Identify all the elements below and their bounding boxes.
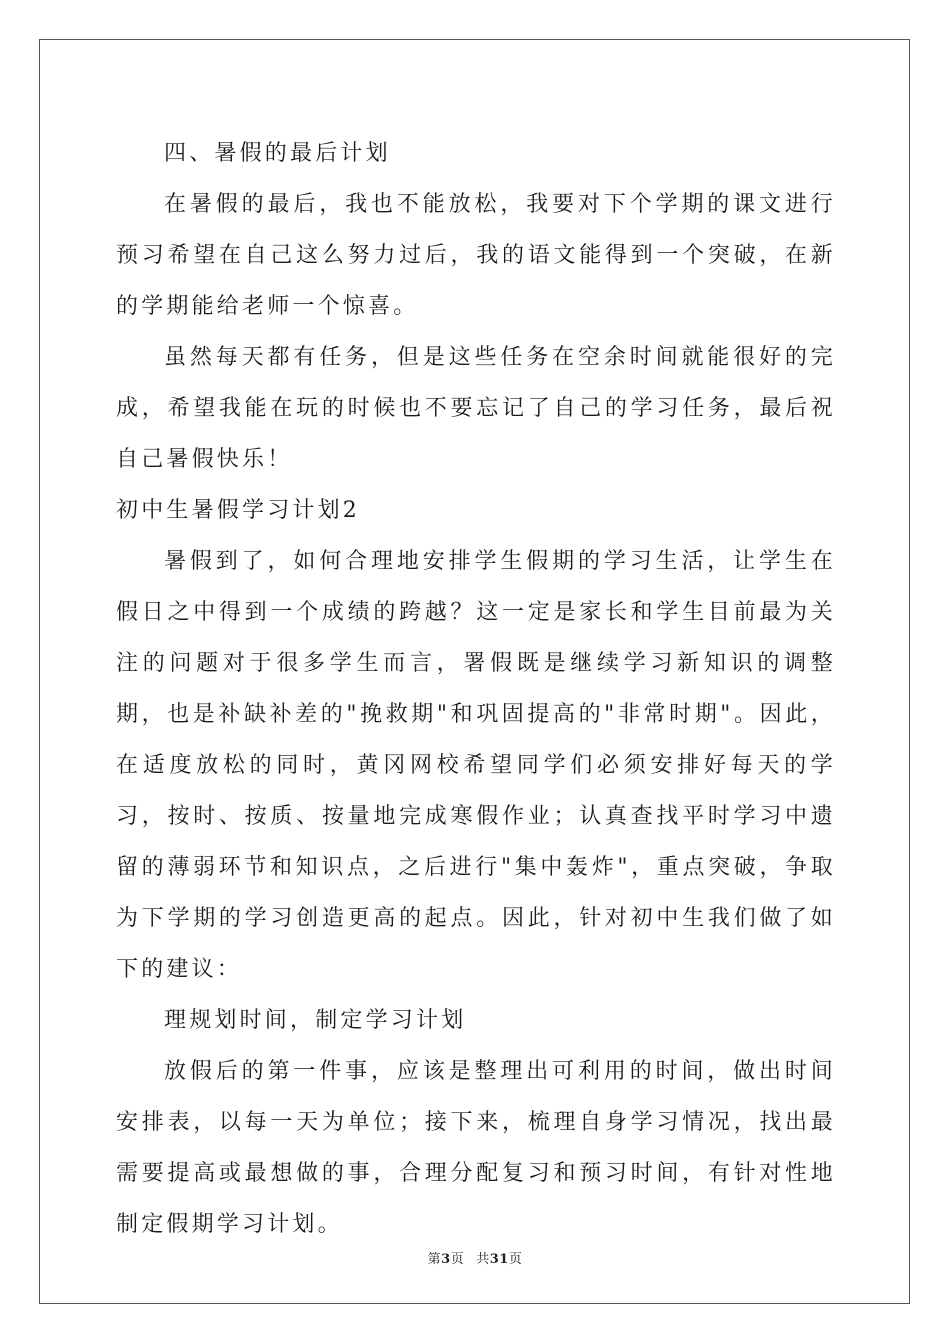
page-prefix: 第 [427, 1252, 442, 1267]
subheading: 理规划时间，制定学习计划 [164, 1008, 467, 1033]
section-heading: 四、暑假的最后计划 [164, 141, 391, 166]
document-body [116, 128, 836, 1250]
paragraph: 放假后的第一件事，应该是整理出可利用的时间，做出时间安排表，以每一天为单位；接下来，梳理自身学习情况，找出最需要提高或最想做的事，合理分配复习和预习时间，有针对性地制定假期学习计划。 [116, 1059, 836, 1237]
total-suffix: 页 [508, 1252, 523, 1267]
page-suffix: 页 [450, 1252, 465, 1267]
total-prefix: 共 [476, 1252, 490, 1267]
paragraph: 在暑假的最后，我也不能放松，我要对下个学期的课文进行预习希望在自己这么努力过后，我的语文能得到一个突破，在新的学期能给老师一个惊喜。 [116, 192, 836, 319]
total-pages: 31 [489, 1252, 509, 1267]
page-number: 3 [441, 1252, 451, 1267]
page-footer [0, 1248, 950, 1267]
paragraph: 暑假到了，如何合理地安排学生假期的学习生活，让学生在假日之中得到一个成绩的跨越？这一定是家长和学生目前最为关注的问题对于很多学生而言，署假既是继续学习新知识的调整期，也是补缺补差的"挽救期"和巩固提高的"非常时期"。因此，在适度放松的同时，黄冈网校希望同学们必须安排好每天的学习，按时、按质、按量地完成寒假作业；认真查找平时学习中遗留的薄弱环节和知识点，之后进行"集中轰炸"，重点突破，争取为下学期的学习创造更高的起点。因此，针对初中生我们做了如下的建议： [116, 549, 836, 982]
paragraph: 虽然每天都有任务，但是这些任务在空余时间就能很好的完成，希望我能在玩的时候也不要忘记了自己的学习任务，最后祝自己暑假快乐！ [116, 345, 836, 472]
document-title: 初中生暑假学习计划2 [116, 498, 360, 523]
